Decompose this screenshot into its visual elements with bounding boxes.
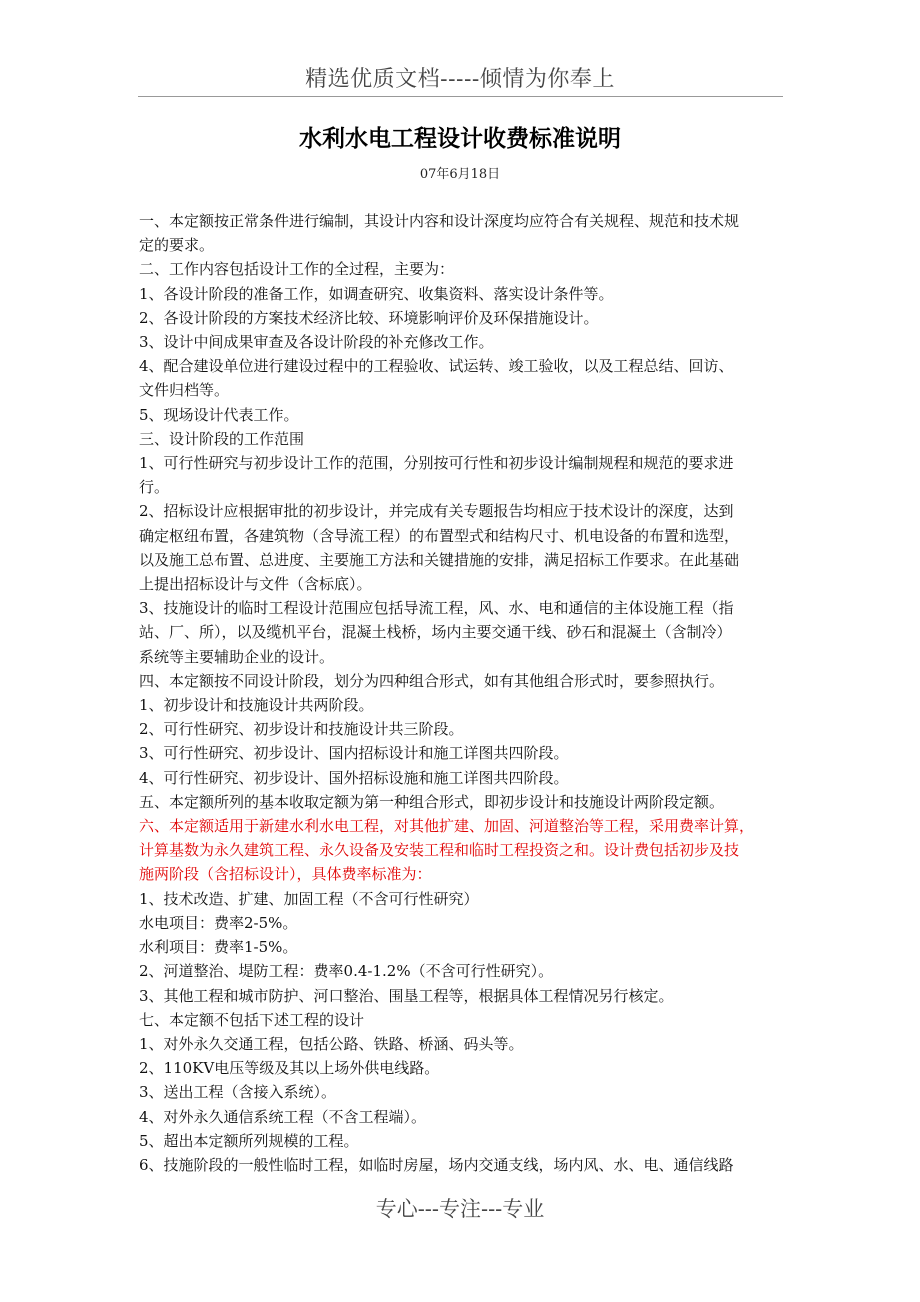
body-line: 1、初步设计和技施设计共两阶段。 <box>139 696 374 715</box>
body-line: 确定枢纽布置，各建筑物（含导流工程）的布置型式和结构尺寸、机电设备的布置和选型， <box>139 526 740 545</box>
highlighted-line: 施两阶段（含招标设计），具体费率标准为： <box>139 865 432 884</box>
body-line: 2、招标设计应根据审批的初步设计，并完成有关专题报告均相应于技术设计的深度，达到 <box>139 502 734 521</box>
body-line: 定的要求。 <box>139 236 215 255</box>
body-line: 2、各设计阶段的方案技术经济比较、环境影响评价及环保措施设计。 <box>139 308 599 327</box>
body-line: 3、其他工程和城市防护、河口整治、围垦工程等，根据具体工程情况另行核定。 <box>139 986 674 1005</box>
body-line: 3、送出工程（含接入系统）。 <box>139 1083 337 1102</box>
body-line: 6、技施阶段的一般性临时工程，如临时房屋，场内交通支线，场内风、水、电、通信线路 <box>139 1155 734 1174</box>
page-header: 精选优质文档-----倾情为你奉上 <box>305 67 615 92</box>
body-line: 1、技术改造、扩建、加固工程（不含可行性研究） <box>139 889 479 908</box>
document-body <box>139 209 784 1177</box>
body-line: 2、可行性研究、初步设计和技施设计共三阶段。 <box>139 720 464 739</box>
document-title: 水利水电工程设计收费标准说明 <box>299 126 621 152</box>
highlighted-line: 六、本定额适用于新建水利水电工程，对其他扩建、加固、河道整治等工程，采用费率计算， <box>139 817 755 836</box>
page-footer: 专心---专注---专业 <box>375 1197 545 1221</box>
body-line: 5、超出本定额所列规模的工程。 <box>139 1131 359 1150</box>
body-line: 2、河道整治、堤防工程：费率0.4-1.2%（不含可行性研究）。 <box>139 962 554 981</box>
body-line: 三、设计阶段的工作范围 <box>139 429 305 448</box>
body-line: 七、本定额不包括下述工程的设计 <box>139 1010 365 1029</box>
body-line: 以及施工总布置、总进度、主要施工方法和关键措施的安排，满足招标工作要求。在此基础 <box>139 550 740 569</box>
body-line: 1、对外永久交通工程，包括公路、铁路、桥涵、码头等。 <box>139 1034 524 1053</box>
body-line: 3、技施设计的临时工程设计范围应包括导流工程，风、水、电和通信的主体设施工程（指 <box>139 599 734 618</box>
body-line: 系统等主要辅助企业的设计。 <box>139 647 335 666</box>
body-line: 1、可行性研究与初步设计工作的范围，分别按可行性和初步设计编制规程和规范的要求进 <box>139 454 734 473</box>
body-line: 四、本定额按不同设计阶段，划分为四种组合形式，如有其他组合形式时，要参照执行。 <box>139 671 725 690</box>
body-line: 2、110KV电压等级及其以上场外供电线路。 <box>139 1059 440 1078</box>
body-line: 上提出招标设计与文件（含标底）。 <box>139 575 372 594</box>
highlighted-line: 计算基数为永久建筑工程、永久设备及安装工程和临时工程投资之和。设计费包括初步及技 <box>139 841 740 860</box>
body-line: 水利项目：费率1-5%。 <box>139 938 298 957</box>
body-line: 4、配合建设单位进行建设过程中的工程验收、试运转、竣工验收，以及工程总结、回访、 <box>139 357 734 376</box>
body-line: 一、本定额按正常条件进行编制，其设计内容和设计深度均应符合有关规程、规范和技术规 <box>139 212 740 230</box>
body-line: 4、可行性研究、初步设计、国外招标设施和施工详图共四阶段。 <box>139 768 569 787</box>
body-line: 3、可行性研究、初步设计、国内招标设计和施工详图共四阶段。 <box>139 744 569 763</box>
body-line: 文件归档等。 <box>139 381 230 400</box>
body-line: 4、对外永久通信系统工程（不含工程端）。 <box>139 1107 427 1126</box>
body-line: 站、厂、所），以及缆机平台，混凝土栈桥，场内主要交通干线、砂石和混凝土（含制冷） <box>139 623 732 642</box>
body-line: 3、设计中间成果审查及各设计阶段的补充修改工作。 <box>139 333 494 352</box>
body-line: 1、各设计阶段的准备工作，如调查研究、收集资料、落实设计条件等。 <box>139 284 614 303</box>
body-line: 水电项目：费率2-5%。 <box>139 913 298 932</box>
body-line: 行。 <box>139 478 170 497</box>
body-line: 二、工作内容包括设计工作的全过程，主要为： <box>139 260 455 279</box>
header-divider <box>138 96 783 97</box>
document-date: 07年6月18日 <box>419 167 501 182</box>
body-line: 五、本定额所列的基本收取定额为第一种组合形式，即初步设计和技施设计两阶段定额。 <box>139 792 725 811</box>
body-line: 5、现场设计代表工作。 <box>139 405 299 424</box>
